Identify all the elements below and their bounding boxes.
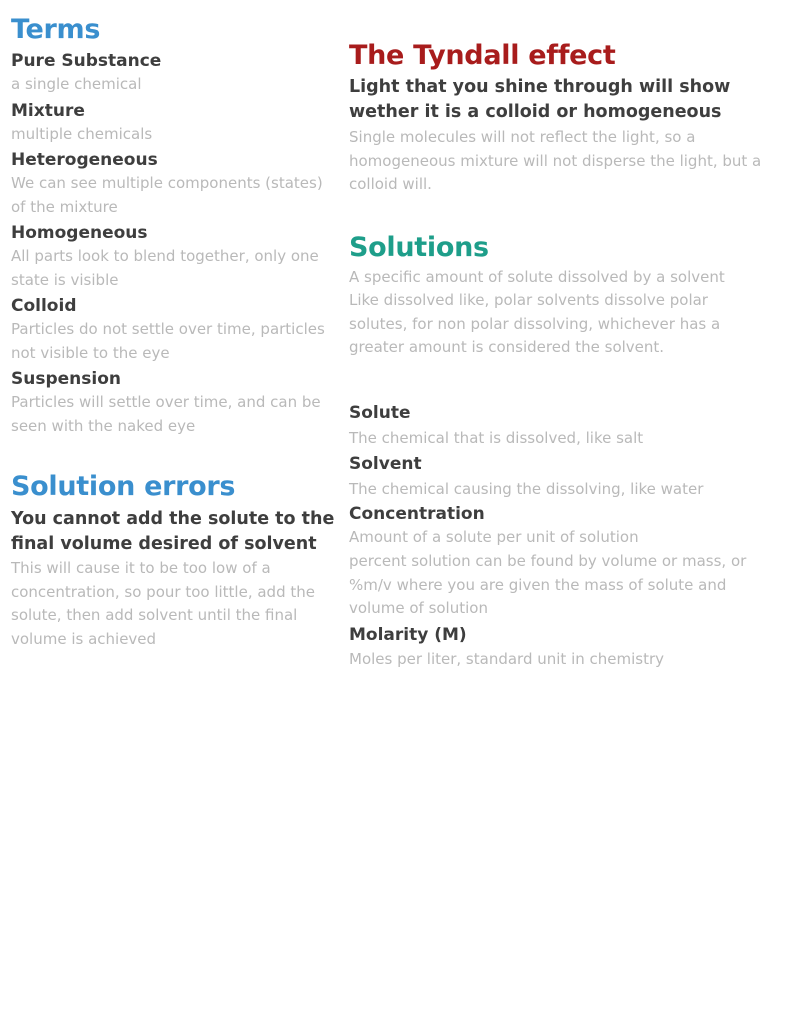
concentration-term: Concentration [349,503,485,524]
term-description: Particles will settle over time, and can be seen with the naked eye [11,393,321,435]
tyndall-effect-lead: Light that you shine through will show wether it is a colloid or homogeneous [349,77,731,122]
term-description: multiple chemicals [11,124,153,143]
tyndall-effect-heading: The Tyndall effect [349,40,616,71]
term-description: a single chemical [11,75,142,93]
solution-errors-description: This will cause it to be too low of a concentration, so pour too little, add the solute, then add solvent until the final volume is achieved [11,559,315,648]
term-item-colloid [11,294,339,365]
solutions-description-2: Like dissolved like, polar solvents dissolve polar solutes, for non polar dissolving, whichever has a greater amount is considered the solvent. [349,291,721,356]
concentration-description-1: Amount of a solute per unit of solution [349,527,639,546]
molarity-term: Molarity (M) [349,624,467,645]
term-item-heterogeneous [11,148,339,219]
term-item-pure-substance [11,49,339,97]
solvent-description: The chemical causing the dissolving, like water [349,480,704,498]
solutions-description-1: A specific amount of solute dissolved by a solvent [349,267,725,286]
term-label: Heterogeneous [11,150,158,170]
concentration-description-2: percent solution can be found by volume or mass, or %m/v where you are given the mass of solute and volume of solution [349,552,747,617]
terms-list [11,49,339,438]
term-description: Particles do not settle over time, particles not visible to the eye [11,320,325,362]
term-item-mixture [11,99,339,147]
right-column [349,0,764,671]
molarity-description: Moles per liter, standard unit in chemistry [349,649,665,668]
term-label: Suspension [11,369,121,389]
solutions-terms [349,401,764,672]
term-label: Pure Substance [11,51,162,71]
term-description: All parts look to blend together, only one state is visible [11,247,319,289]
term-item-homogeneous [11,221,339,292]
tyndall-effect-description: Single molecules will not reflect the light, so a homogeneous mixture will not disperse the light, but a colloid will. [349,128,762,193]
left-column [11,0,339,651]
term-description: We can see multiple components (states) of the mixture [11,174,323,216]
terms-heading: Terms [11,14,101,45]
term-item-suspension [11,367,339,438]
term-label: Mixture [11,100,85,121]
solution-errors-lead: You cannot add the solute to the final volume desired of solvent [11,509,335,554]
solute-description: The chemical that is dissolved, like salt [349,428,644,447]
solute-term: Solute [349,402,411,423]
term-label: Colloid [11,296,77,316]
solution-errors-heading: Solution errors [11,471,236,502]
solutions-heading: Solutions [349,231,489,263]
solvent-term: Solvent [349,454,422,474]
term-label: Homogeneous [11,223,148,243]
